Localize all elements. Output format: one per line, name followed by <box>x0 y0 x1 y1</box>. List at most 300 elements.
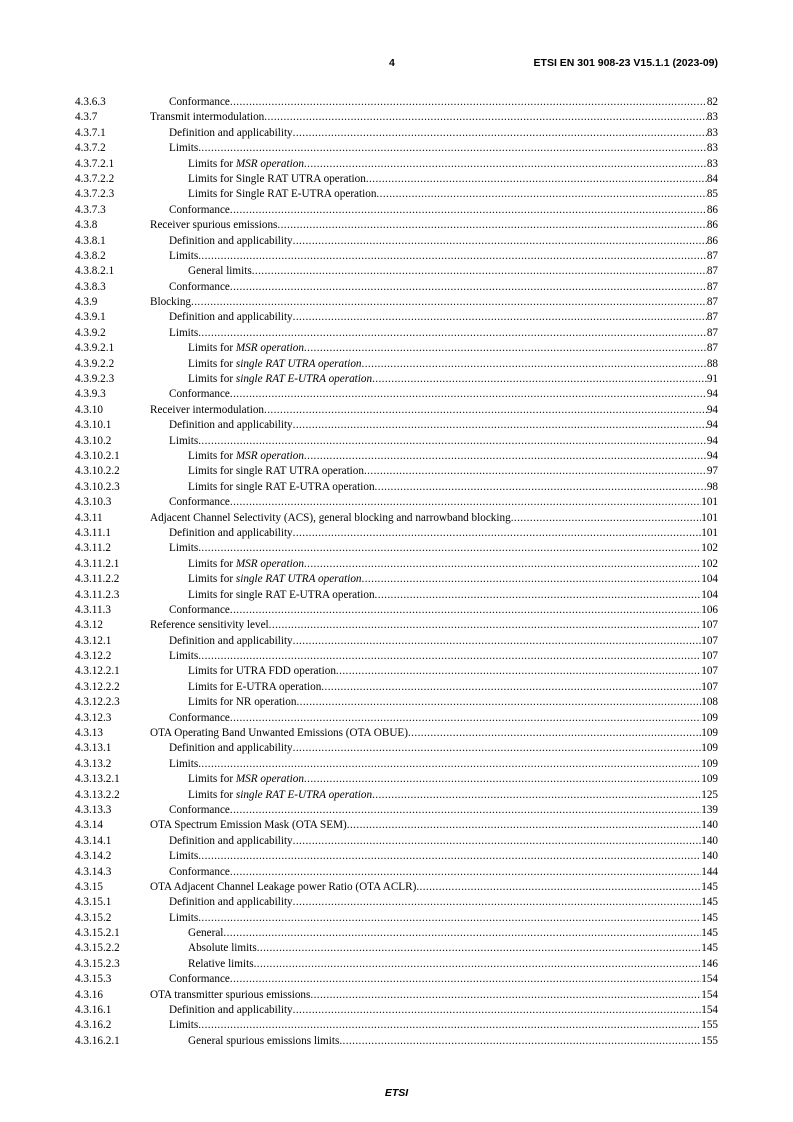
toc-section-number: 4.3.8 <box>75 219 98 232</box>
toc-title-italic: MSR operation <box>235 557 304 570</box>
toc-entry[interactable] <box>75 218 718 233</box>
toc-page-number: 94 <box>706 434 718 447</box>
toc-entry[interactable] <box>75 341 718 356</box>
toc-section-title <box>169 280 230 295</box>
toc-page-number: 109 <box>701 757 718 770</box>
toc-section-number: 4.3.11.2 <box>75 542 111 555</box>
toc-leader-dots <box>198 541 701 556</box>
toc-leader-dots <box>293 1003 702 1018</box>
toc-entry[interactable] <box>75 803 718 818</box>
toc-title-text: OTA transmitter spurious emissions <box>150 988 311 1001</box>
toc-section-title <box>188 464 364 479</box>
toc-section-title <box>169 741 293 756</box>
toc-entry[interactable] <box>75 757 718 772</box>
toc-entry[interactable] <box>75 264 718 279</box>
toc-section-title <box>188 926 223 941</box>
toc-title-text: Limits for NR operation <box>188 696 297 709</box>
toc-entry[interactable] <box>75 957 718 972</box>
toc-page-number: 87 <box>706 265 718 278</box>
toc-title-text: Definition and applicability <box>169 1004 293 1017</box>
toc-leader-dots <box>191 295 707 310</box>
toc-title-text: Definition and applicability <box>169 311 293 324</box>
toc-section-number: 4.3.8.1 <box>75 234 106 247</box>
toc-entry[interactable] <box>75 1034 718 1049</box>
toc-page-number: 94 <box>706 403 718 416</box>
toc-section-title <box>169 326 198 341</box>
toc-leader-dots <box>336 664 701 679</box>
toc-section-number: 4.3.15.2.1 <box>75 927 120 940</box>
toc-page-number: 83 <box>706 126 718 139</box>
toc-section-number: 4.3.9.2.2 <box>75 357 115 370</box>
toc-entry-line <box>188 1034 718 1049</box>
toc-entry[interactable] <box>75 618 718 633</box>
toc-entry-line <box>188 157 718 172</box>
toc-entry-line <box>188 372 718 387</box>
toc-entry[interactable] <box>75 464 718 479</box>
toc-section-number: 4.3.13.2.1 <box>75 773 120 786</box>
toc-page-number: 98 <box>706 480 718 493</box>
toc-page-number: 101 <box>701 511 718 524</box>
toc-title-text: Definition and applicability <box>169 834 293 847</box>
toc-section-title <box>150 218 277 233</box>
toc-page-number: 91 <box>706 373 718 386</box>
toc-section-number: 4.3.7.2.1 <box>75 157 115 170</box>
toc-leader-dots <box>293 895 702 910</box>
toc-section-title <box>169 1018 198 1033</box>
toc-section-title <box>188 372 372 387</box>
toc-page-number: 145 <box>701 927 718 940</box>
toc-entry-line <box>150 295 718 310</box>
toc-section-title <box>188 480 375 495</box>
toc-leader-dots <box>304 557 701 572</box>
toc-section-title <box>169 203 230 218</box>
toc-entry[interactable] <box>75 387 718 402</box>
toc-page-number: 88 <box>706 357 718 370</box>
toc-entry-line <box>169 203 718 218</box>
toc-entry-line <box>169 1003 718 1018</box>
toc-leader-dots <box>372 788 701 803</box>
toc-leader-dots <box>257 941 702 956</box>
toc-entry[interactable] <box>75 157 718 172</box>
toc-section-number: 4.3.15 <box>75 880 103 893</box>
toc-section-title <box>150 295 191 310</box>
toc-entry-line <box>169 849 718 864</box>
toc-entry[interactable] <box>75 541 718 556</box>
toc-title-text: Conformance <box>169 280 230 293</box>
toc-page-number: 82 <box>706 96 718 108</box>
toc-page-number: 86 <box>706 234 718 247</box>
toc-title-text: Limits <box>169 142 199 155</box>
toc-section-title <box>169 141 198 156</box>
toc-entry[interactable] <box>75 95 718 110</box>
toc-section-title <box>188 957 254 972</box>
toc-page-number: 94 <box>706 388 718 401</box>
toc-entry[interactable] <box>75 664 718 679</box>
toc-leader-dots <box>304 449 707 464</box>
toc-title-text: Limits for <box>188 357 236 370</box>
toc-entry-line <box>150 618 718 633</box>
toc-entry-line <box>188 772 718 787</box>
toc-entry[interactable] <box>75 634 718 649</box>
toc-leader-dots <box>293 634 702 649</box>
toc-entry-line <box>169 418 718 433</box>
toc-entry-line <box>169 234 718 249</box>
toc-entry[interactable] <box>75 372 718 387</box>
toc-entry-line <box>169 495 718 510</box>
toc-title-text: Definition and applicability <box>169 896 293 909</box>
toc-title-text: Limits for <box>188 373 236 386</box>
toc-entry-line <box>169 541 718 556</box>
toc-entry[interactable] <box>75 988 718 1003</box>
toc-section-title <box>150 403 264 418</box>
toc-page-number: 87 <box>706 280 718 293</box>
toc-section-number: 4.3.11.2.3 <box>75 588 120 601</box>
toc-title-text: Definition and applicability <box>169 419 293 432</box>
toc-section-title <box>169 711 230 726</box>
toc-title-text: Receiver spurious emissions <box>150 219 278 232</box>
toc-section-number: 4.3.6.3 <box>75 96 106 108</box>
toc-leader-dots <box>230 387 707 402</box>
toc-title-text: OTA Adjacent Channel Leakage power Ratio (OTA ACLR) <box>150 880 417 893</box>
toc-entry[interactable] <box>75 926 718 941</box>
toc-section-title <box>169 95 230 110</box>
toc-page-number: 108 <box>701 696 718 709</box>
toc-section-number: 4.3.10 <box>75 403 103 416</box>
toc-entry[interactable] <box>75 603 718 618</box>
toc-section-title <box>150 618 269 633</box>
toc-title-text: Limits <box>169 434 199 447</box>
toc-title-text: General limits <box>188 265 252 278</box>
toc-entry-line <box>150 110 718 125</box>
toc-section-number: 4.3.9.1 <box>75 311 106 324</box>
toc-entry[interactable] <box>75 880 718 895</box>
toc-section-number: 4.3.13.2.2 <box>75 788 120 801</box>
toc-title-text: Limits for <box>188 788 236 801</box>
toc-entry-line <box>169 803 718 818</box>
toc-leader-dots <box>293 526 702 541</box>
toc-section-title <box>169 865 230 880</box>
toc-entry[interactable] <box>75 511 718 526</box>
toc-entry[interactable] <box>75 280 718 295</box>
toc-entry[interactable] <box>75 695 718 710</box>
toc-page-number: 145 <box>701 942 718 955</box>
toc-leader-dots <box>223 926 701 941</box>
toc-section-title <box>150 988 310 1003</box>
toc-title-text: OTA Operating Band Unwanted Emissions (OTA OBUE) <box>150 727 408 740</box>
toc-entry-line <box>169 326 718 341</box>
toc-entry[interactable] <box>75 403 718 418</box>
toc-page-number: 83 <box>706 157 718 170</box>
toc-section-number: 4.3.10.2.1 <box>75 449 120 462</box>
toc-leader-dots <box>198 649 701 664</box>
toc-page-number: 83 <box>706 111 718 124</box>
toc-title-text: Conformance <box>169 865 230 878</box>
toc-section-number: 4.3.10.2.2 <box>75 465 120 478</box>
toc-entry-line <box>169 649 718 664</box>
toc-leader-dots <box>304 157 707 172</box>
toc-section-title <box>169 434 198 449</box>
toc-section-number: 4.3.15.2.3 <box>75 957 120 970</box>
toc-page-number: 94 <box>706 449 718 462</box>
toc-title-text: Limits <box>169 850 199 863</box>
toc-section-number: 4.3.12 <box>75 619 103 632</box>
toc-title-text: Limits <box>169 757 199 770</box>
toc-entry-line <box>188 480 718 495</box>
toc-entry-line <box>169 757 718 772</box>
toc-title-text: Conformance <box>169 803 230 816</box>
toc-entry-line <box>150 511 718 526</box>
toc-page-number: 109 <box>701 727 718 740</box>
toc-entry[interactable] <box>75 187 718 202</box>
toc-section-number: 4.3.12.1 <box>75 634 112 647</box>
toc-section-title <box>150 726 408 741</box>
toc-entry[interactable] <box>75 234 718 249</box>
toc-entry[interactable] <box>75 649 718 664</box>
toc-entry[interactable] <box>75 726 718 741</box>
toc-section-title <box>188 157 304 172</box>
toc-title-text: Transmit intermodulation <box>150 111 265 124</box>
toc-entry-line <box>169 280 718 295</box>
toc-entry-line <box>188 926 718 941</box>
toc-title-text: Limits for <box>188 157 236 170</box>
toc-page-number: 86 <box>706 219 718 232</box>
toc-leader-dots <box>372 372 707 387</box>
toc-leader-dots <box>230 865 701 880</box>
toc-section-number: 4.3.11.1 <box>75 526 111 539</box>
toc-entry[interactable] <box>75 741 718 756</box>
toc-section-number: 4.3.12.3 <box>75 711 112 724</box>
toc-entry-line <box>150 988 718 1003</box>
toc-entry-line <box>188 449 718 464</box>
toc-leader-dots <box>277 218 706 233</box>
toc-section-title <box>169 234 293 249</box>
toc-leader-dots <box>304 341 707 356</box>
toc-title-text: Limits for <box>188 449 236 462</box>
toc-section-number: 4.3.8.2.1 <box>75 265 115 278</box>
toc-entry[interactable] <box>75 818 718 833</box>
toc-section-number: 4.3.15.2 <box>75 911 112 924</box>
toc-entry[interactable] <box>75 834 718 849</box>
toc-leader-dots <box>310 988 701 1003</box>
toc-section-title <box>169 834 293 849</box>
toc-entry-line <box>150 218 718 233</box>
toc-leader-dots <box>304 772 701 787</box>
toc-entry-line <box>188 664 718 679</box>
toc-section-title <box>150 511 511 526</box>
toc-leader-dots <box>198 141 707 156</box>
toc-section-number: 4.3.14.1 <box>75 834 112 847</box>
toc-title-italic: MSR operation <box>235 773 304 786</box>
toc-title-text: Limits for Single RAT E-UTRA operation <box>188 188 377 201</box>
toc-entry-line <box>169 911 718 926</box>
toc-page-number: 87 <box>706 249 718 262</box>
toc-entry[interactable] <box>75 434 718 449</box>
toc-page-number: 87 <box>706 311 718 324</box>
toc-page-number: 155 <box>701 1019 718 1032</box>
toc-leader-dots <box>230 95 707 110</box>
toc-leader-dots <box>511 511 702 526</box>
toc-leader-dots <box>347 818 701 833</box>
toc-section-title <box>169 649 198 664</box>
toc-entry[interactable] <box>75 895 718 910</box>
toc-page-number: 107 <box>701 619 718 632</box>
toc-page-number: 107 <box>701 650 718 663</box>
toc-page-number: 145 <box>701 911 718 924</box>
toc-leader-dots <box>293 418 707 433</box>
toc-entry[interactable] <box>75 110 718 125</box>
toc-title-text: Adjacent Channel Selectivity (ACS), general blocking and narrowband blocking <box>150 511 511 524</box>
toc-entry[interactable] <box>75 526 718 541</box>
toc-page-number: 125 <box>701 788 718 801</box>
toc-entry[interactable] <box>75 449 718 464</box>
toc-entry[interactable] <box>75 357 718 372</box>
toc-entry-line <box>169 249 718 264</box>
toc-entry[interactable] <box>75 941 718 956</box>
toc-entry[interactable] <box>75 711 718 726</box>
toc-page-number: 87 <box>706 342 718 355</box>
toc-title-text: Limits <box>169 542 199 555</box>
toc-section-number: 4.3.14.3 <box>75 865 112 878</box>
toc-entry[interactable] <box>75 480 718 495</box>
toc-entry[interactable] <box>75 495 718 510</box>
toc-entry[interactable] <box>75 203 718 218</box>
toc-entry-line <box>188 557 718 572</box>
toc-section-title <box>169 249 198 264</box>
toc-entry-line <box>188 341 718 356</box>
toc-leader-dots <box>366 172 707 187</box>
toc-entry[interactable] <box>75 310 718 325</box>
toc-entry[interactable] <box>75 126 718 141</box>
toc-entry[interactable] <box>75 418 718 433</box>
toc-entry-line <box>169 95 718 110</box>
toc-section-title <box>188 264 252 279</box>
toc-entry[interactable] <box>75 172 718 187</box>
toc-section-title <box>169 757 198 772</box>
toc-section-number: 4.3.7.2.2 <box>75 172 115 185</box>
toc-leader-dots <box>198 911 701 926</box>
toc-section-number: 4.3.13 <box>75 727 103 740</box>
toc-leader-dots <box>364 464 707 479</box>
toc-section-title <box>150 818 347 833</box>
toc-title-text: Limits for <box>188 573 236 586</box>
toc-leader-dots <box>230 280 707 295</box>
toc-title-text: Limits for single RAT E-UTRA operation <box>188 480 375 493</box>
toc-section-number: 4.3.9.2 <box>75 326 106 339</box>
toc-entry[interactable] <box>75 249 718 264</box>
toc-entry-line <box>169 865 718 880</box>
toc-entry-line <box>150 818 718 833</box>
toc-leader-dots <box>230 972 701 987</box>
toc-section-title <box>169 310 293 325</box>
toc-entry-line <box>169 310 718 325</box>
toc-entry[interactable] <box>75 557 718 572</box>
toc-entry[interactable] <box>75 588 718 603</box>
toc-entry-line <box>169 972 718 987</box>
toc-page-number: 107 <box>701 680 718 693</box>
toc-title-text: Conformance <box>169 388 230 401</box>
toc-section-number: 4.3.16.2.1 <box>75 1034 120 1047</box>
toc-entry[interactable] <box>75 849 718 864</box>
toc-section-number: 4.3.15.3 <box>75 973 112 986</box>
toc-page-number: 145 <box>701 896 718 909</box>
toc-section-number: 4.3.13.2 <box>75 757 112 770</box>
toc-entry[interactable] <box>75 572 718 587</box>
toc-entry[interactable] <box>75 326 718 341</box>
toc-entry[interactable] <box>75 141 718 156</box>
toc-section-title <box>169 911 198 926</box>
toc-entry-line <box>169 126 718 141</box>
page-footer: ETSI <box>384 1087 409 1099</box>
toc-title-text: Absolute limits <box>188 942 257 955</box>
toc-page-number: 102 <box>701 542 718 555</box>
toc-leader-dots <box>293 834 702 849</box>
toc-title-text: Limits for <box>188 773 236 786</box>
toc-entry-line <box>188 788 718 803</box>
toc-section-number: 4.3.7.2.3 <box>75 188 115 201</box>
toc-page-number: 106 <box>701 603 718 616</box>
toc-section-title <box>169 418 293 433</box>
toc-page-number: 104 <box>701 573 718 586</box>
toc-page-number: 140 <box>701 819 718 832</box>
toc-leader-dots <box>296 695 701 710</box>
toc-entry-line <box>169 634 718 649</box>
toc-title-text: Definition and applicability <box>169 234 293 247</box>
toc-entry[interactable] <box>75 680 718 695</box>
toc-leader-dots <box>376 187 706 202</box>
toc-entry[interactable] <box>75 295 718 310</box>
toc-entry[interactable] <box>75 911 718 926</box>
toc-leader-dots <box>264 110 707 125</box>
toc-entry[interactable] <box>75 788 718 803</box>
toc-section-number: 4.3.14 <box>75 819 103 832</box>
toc-section-number: 4.3.7.3 <box>75 203 106 216</box>
toc-entry-line <box>150 403 718 418</box>
toc-section-title <box>188 788 372 803</box>
toc-title-text: Limits <box>169 326 199 339</box>
toc-section-number: 4.3.7.1 <box>75 126 106 139</box>
toc-title-text: Conformance <box>169 96 230 108</box>
toc-section-number: 4.3.13.1 <box>75 742 112 755</box>
toc-leader-dots <box>252 264 707 279</box>
toc-section-title <box>188 772 304 787</box>
toc-title-text: Limits for single RAT UTRA operation <box>188 465 364 478</box>
toc-leader-dots <box>293 310 707 325</box>
toc-section-title <box>188 664 336 679</box>
toc-section-number: 4.3.11.3 <box>75 603 111 616</box>
toc-title-text: Limits for E-UTRA operation <box>188 680 322 693</box>
toc-title-text: Receiver intermodulation <box>150 403 265 416</box>
toc-section-number: 4.3.15.1 <box>75 896 112 909</box>
toc-entry-line <box>150 880 718 895</box>
toc-title-italic: MSR operation <box>235 449 304 462</box>
toc-page-number: 101 <box>701 496 718 509</box>
toc-entry[interactable] <box>75 1018 718 1033</box>
toc-title-text: General spurious emissions limits <box>188 1034 340 1047</box>
toc-page-number: 86 <box>706 203 718 216</box>
toc-section-title <box>169 541 198 556</box>
toc-entry[interactable] <box>75 865 718 880</box>
toc-entry[interactable] <box>75 972 718 987</box>
toc-entry[interactable] <box>75 1003 718 1018</box>
toc-section-title <box>169 495 230 510</box>
toc-entry[interactable] <box>75 772 718 787</box>
toc-leader-dots <box>321 680 701 695</box>
toc-page-number: 83 <box>706 142 718 155</box>
toc-title-text: Limits for <box>188 557 236 570</box>
toc-entry-line <box>169 603 718 618</box>
toc-page-number: 85 <box>706 188 718 201</box>
toc-title-text: Limits for UTRA FDD operation <box>188 665 336 678</box>
